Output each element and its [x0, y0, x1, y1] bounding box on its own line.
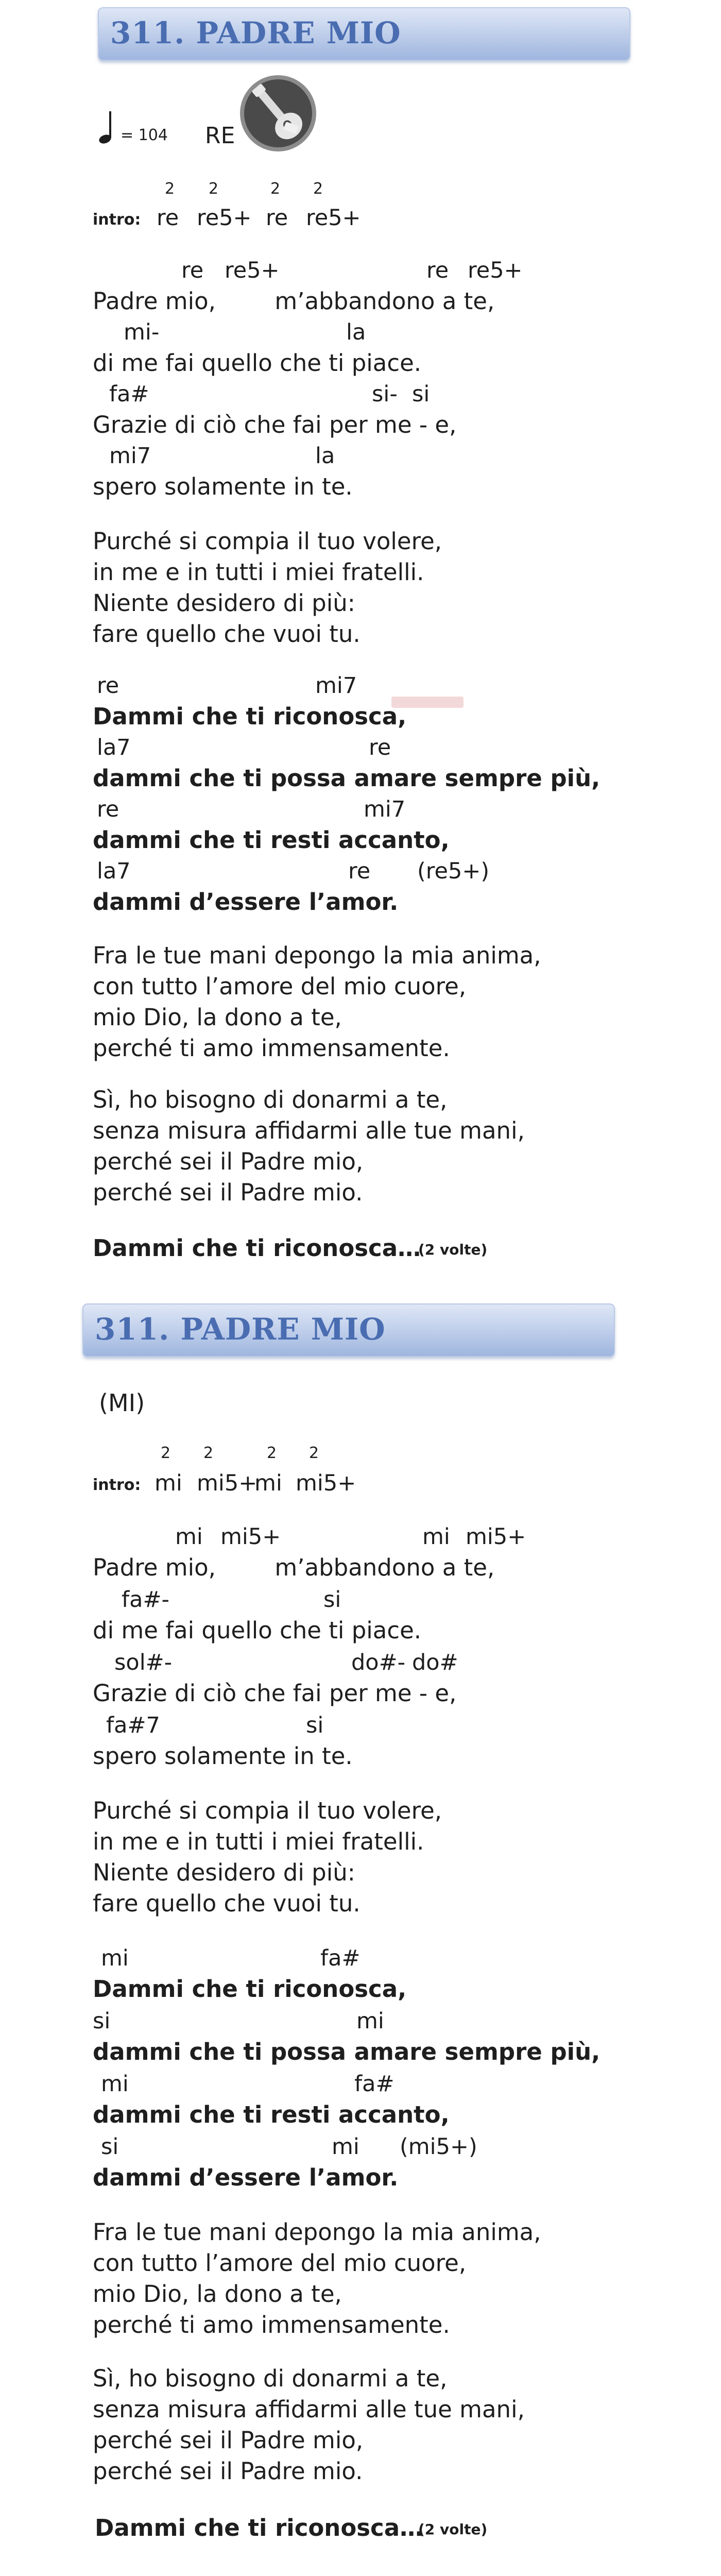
intro-beat: 2: [270, 180, 281, 198]
lyric-line: Purché si compia il tuo volere,: [93, 1797, 442, 1824]
intro-chord: mi: [254, 1470, 282, 1496]
chord: la7: [97, 735, 131, 760]
lyric-line: di me fai quello che ti piace.: [93, 349, 422, 377]
lyric-line: perché ti amo immensamente.: [93, 2311, 450, 2338]
intro-chord: mi5+: [296, 1470, 356, 1496]
song-sheet-mi: [0, 1293, 721, 2576]
intro-chord: mi: [154, 1470, 182, 1496]
chord: mi7: [315, 673, 357, 699]
chord: re: [181, 258, 204, 283]
chorus-line: dammi che ti possa amare sempre più,: [93, 765, 600, 792]
chord: si: [306, 1713, 324, 1738]
chord: fa#: [354, 2071, 394, 2097]
chord: la: [315, 443, 335, 469]
chord: do#: [412, 1650, 458, 1675]
chorus-line: Dammi che ti riconosca,: [93, 1975, 407, 2003]
reprise-line: Dammi che ti riconosca…: [93, 1234, 421, 1262]
intro-beat: 2: [209, 180, 219, 198]
chord: mi: [356, 2008, 384, 2034]
lyric-line: in me e in tutti i miei fratelli.: [93, 558, 424, 586]
intro-beat: 2: [161, 1444, 171, 1462]
chorus-line: dammi che ti resti accanto,: [93, 826, 450, 854]
key-label: (MI): [99, 1389, 145, 1417]
chord: si: [412, 381, 430, 407]
chord: si: [101, 2134, 119, 2160]
chord: re: [97, 673, 119, 699]
intro-beat: 2: [313, 180, 323, 198]
intro-chord: re: [266, 205, 288, 231]
song-title: 311. PADRE MIO: [110, 15, 401, 50]
lyric-line: perché sei il Padre mio,: [93, 2427, 364, 2454]
title-banner: [98, 7, 630, 61]
chord: fa#: [109, 381, 149, 407]
lyric-line: perché sei il Padre mio.: [93, 2458, 363, 2485]
lyric-line: Sì, ho bisogno di donarmi a te,: [93, 2365, 448, 2392]
chorus-line: Dammi che ti riconosca,: [93, 703, 407, 730]
lyric-line: Padre mio, m’abbandono a te,: [93, 287, 495, 315]
lyric-line: Grazie di ciò che fai per me - e,: [93, 1680, 457, 1707]
intro-label: intro:: [93, 211, 141, 229]
intro-chord: re5+: [306, 205, 361, 231]
chord: re: [426, 258, 449, 283]
intro-chord: re5+: [197, 205, 252, 231]
lyric-line: Niente desidero di più:: [93, 1859, 355, 1886]
chord: mi7: [364, 796, 406, 822]
intro-beat: 2: [267, 1444, 277, 1462]
chord: (re5+): [417, 858, 490, 884]
chord: re5+: [225, 258, 280, 283]
chord: mi: [101, 1945, 129, 1971]
chord: mi5+: [220, 1524, 281, 1550]
lyric-line: senza misura affidarmi alle tue mani,: [93, 2396, 525, 2423]
intro-chord: re: [157, 205, 179, 231]
lyric-line: Fra le tue mani depongo la mia anima,: [93, 942, 541, 969]
chord: mi-: [124, 319, 160, 345]
intro-label: intro:: [93, 1476, 141, 1494]
lyric-line: spero solamente in te.: [93, 473, 353, 500]
guitar-icon: [237, 72, 319, 155]
chorus-line: dammi d’essere l’amor.: [93, 2164, 399, 2191]
lyric-line: Grazie di ciò che fai per me - e,: [93, 411, 457, 438]
chord: la: [346, 319, 366, 345]
chord: la7: [97, 858, 131, 884]
chord: mi7: [109, 443, 151, 469]
chord: re: [369, 735, 391, 760]
chord: si: [93, 2008, 111, 2034]
chord: re: [97, 796, 119, 822]
lyric-line: spero solamente in te.: [93, 1742, 353, 1770]
lyric-line: Purché si compia il tuo volere,: [93, 528, 442, 555]
lyric-line: fare quello che vuoi tu.: [93, 1890, 360, 1917]
tempo-value: = 104: [121, 126, 168, 144]
lyric-line: Fra le tue mani depongo la mia anima,: [93, 2218, 541, 2246]
chord: sol#-: [114, 1650, 173, 1675]
intro-beat: 2: [309, 1444, 319, 1462]
lyric-line: mio Dio, la dono a te,: [93, 1004, 342, 1031]
chord: do#-: [351, 1650, 406, 1675]
chorus-line: dammi d’essere l’amor.: [93, 888, 399, 916]
intro-chord: mi5+: [197, 1470, 258, 1496]
lyric-line: con tutto l’amore del mio cuore,: [93, 2249, 467, 2277]
lyric-line: perché ti amo immensamente.: [93, 1035, 450, 1062]
chord: fa#7: [106, 1713, 160, 1738]
repeat-note: (2 volte): [418, 2521, 488, 2538]
chord: si: [323, 1587, 341, 1613]
chorus-line: dammi che ti possa amare sempre più,: [93, 2038, 600, 2065]
lyric-line: fare quello che vuoi tu.: [93, 620, 360, 648]
lyric-line: perché sei il Padre mio,: [93, 1148, 364, 1175]
lyric-line: Sì, ho bisogno di donarmi a te,: [93, 1086, 448, 1113]
chord: mi: [332, 2134, 359, 2160]
quarter-note-icon: [97, 109, 115, 145]
chord: mi5+: [466, 1524, 526, 1550]
chorus-line: dammi che ti resti accanto,: [93, 2101, 450, 2128]
lyric-line: senza misura affidarmi alle tue mani,: [93, 1117, 525, 1144]
lyric-line: con tutto l’amore del mio cuore,: [93, 973, 467, 1000]
tempo-marking: [97, 109, 168, 147]
chord: fa#-: [122, 1587, 170, 1613]
chord: re5+: [468, 258, 523, 283]
chord: mi: [422, 1524, 450, 1550]
lyric-line: perché sei il Padre mio.: [93, 1179, 363, 1206]
lyric-line: di me fai quello che ti piace.: [93, 1617, 422, 1644]
lyric-line: Padre mio, m’abbandono a te,: [93, 1554, 495, 1581]
chord: mi: [175, 1524, 203, 1550]
lyric-line: Niente desidero di più:: [93, 589, 355, 617]
chord: (mi5+): [400, 2134, 477, 2160]
chord: mi: [101, 2071, 129, 2097]
title-banner: [82, 1303, 615, 1357]
chord: re: [348, 858, 371, 884]
key-label: RE: [205, 123, 235, 149]
lyric-line: mio Dio, la dono a te,: [93, 2280, 342, 2308]
lyric-line: in me e in tutti i miei fratelli.: [93, 1828, 424, 1855]
chord: si-: [372, 381, 398, 407]
repeat-note: (2 volte): [418, 1241, 488, 1258]
intro-beat: 2: [165, 180, 175, 198]
song-title: 311. PADRE MIO: [95, 1312, 386, 1347]
reprise-line: Dammi che ti riconosca…: [95, 2514, 423, 2541]
intro-beat: 2: [203, 1444, 214, 1462]
chord: fa#: [320, 1945, 360, 1971]
